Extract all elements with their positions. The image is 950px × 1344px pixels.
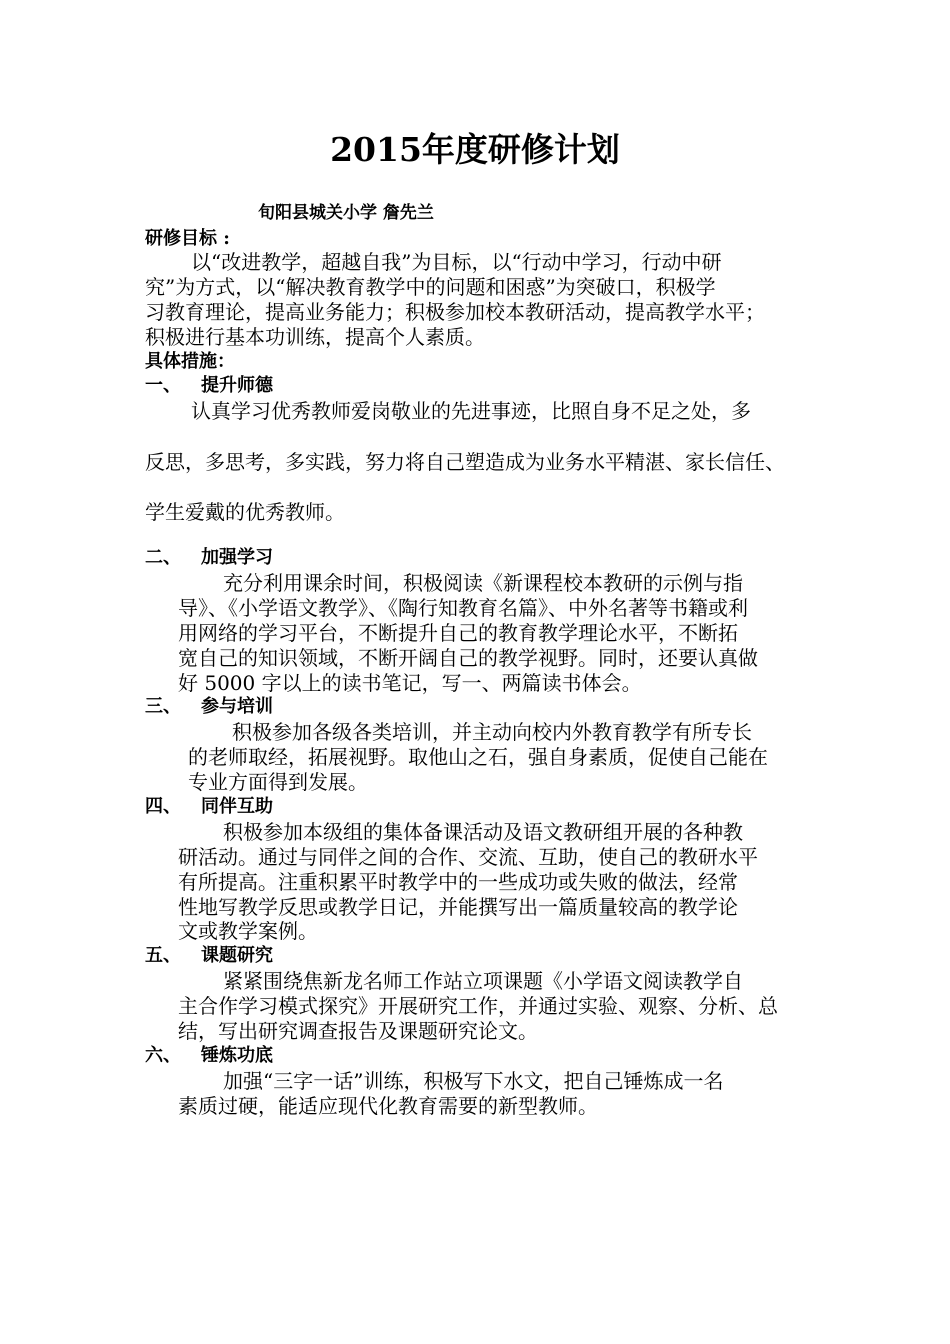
section-line: 主合作学习模式探究》开展研究工作，并通过实验、观察、分析、总 [178, 994, 778, 1018]
section-line: 积极参加各级各类培训，并主动向校内外教育教学有所专长 [232, 720, 752, 744]
section-line: 积极参加本级组的集体备课活动及语文教研组开展的各种教 [223, 820, 743, 844]
section-title: 参与培训 [201, 696, 273, 717]
section-line: 加强“三字一话”训练，积极写下水文，把自己锤炼成一名 [223, 1069, 724, 1093]
section-line: 用网络的学习平台，不断提升自己的教育教学理论水平，不断拓 [178, 621, 738, 645]
section-title: 锤炼功底 [201, 1045, 273, 1066]
goal-line: 习教育理论，提高业务能力；积极参加校本教研活动，提高教学水平； [145, 300, 765, 324]
section-line: 有所提高。注重积累平时教学中的一些成功或失败的做法，经常 [178, 870, 738, 894]
section-title: 同伴互助 [201, 796, 273, 817]
section-number: 六、 [145, 1045, 181, 1066]
goal-line: 以“改进教学，超越自我”为目标，以“行动中学习，行动中研 [191, 250, 722, 274]
section-line: 学生爱戴的优秀教师。 [145, 500, 345, 524]
section-number: 二、 [145, 547, 181, 568]
section-line: 文或教学案例。 [178, 919, 318, 943]
section-heading [145, 545, 273, 571]
section-line: 结，写出研究调查报告及课题研究论文。 [178, 1019, 538, 1043]
author-line: 旬阳县城关小学 詹先兰 [258, 203, 434, 223]
section-line: 性地写教学反思或教学日记，并能撰写出一篇质量较高的教学论 [178, 895, 738, 919]
section-line: 素质过硬，能适应现代化教育需要的新型教师。 [178, 1094, 598, 1118]
section-line: 宽自己的知识领域，不断开阔自己的教学视野。同时，还要认真做 [178, 646, 758, 670]
section-line: 好 5000 字以上的读书笔记，写一、两篇读书体会。 [178, 671, 642, 695]
section-heading [145, 373, 273, 399]
section-title: 加强学习 [201, 547, 273, 568]
section-line: 的老师取经，拓展视野。取他山之石，强自身素质，促使自己能在 [188, 745, 768, 769]
section-line: 充分利用课余时间，积极阅读《新课程校本教研的示例与指 [223, 571, 743, 595]
section-number: 一、 [145, 375, 181, 396]
section-title: 提升师德 [201, 375, 273, 396]
section-heading [145, 694, 273, 720]
goal-line: 究”为方式，以“解决教育教学中的问题和困惑”为突破口，积极学 [145, 275, 716, 299]
section-number: 四、 [145, 796, 181, 817]
section-line: 专业方面得到发展。 [188, 770, 368, 794]
section-number: 五、 [145, 945, 181, 966]
section-number: 三、 [145, 696, 181, 717]
section-heading [145, 794, 273, 820]
document-title: 2015年度研修计划 [330, 130, 620, 169]
goal-line: 积极进行基本功训练，提高个人素质。 [145, 325, 485, 349]
measures-label: 具体措施： [145, 351, 235, 372]
goal-label: 研修目标 : [145, 228, 230, 249]
section-heading [145, 1043, 273, 1069]
section-line: 紧紧围绕焦新龙名师工作站立项课题《小学语文阅读教学自 [223, 969, 743, 993]
section-line: 认真学习优秀教师爱岗敬业的先进事迹，比照自身不足之处，多 [191, 399, 751, 423]
section-line: 导》、《小学语文教学》、《陶行知教育名篇》、中外名著等书籍或利 [178, 596, 748, 620]
section-title: 课题研究 [201, 945, 273, 966]
section-line: 反思，多思考，多实践，努力将自己塑造成为业务水平精湛、家长信任、 [145, 450, 785, 474]
section-heading [145, 943, 273, 969]
section-line: 研活动。通过与同伴之间的合作、交流、互助，使自己的教研水平 [178, 845, 758, 869]
